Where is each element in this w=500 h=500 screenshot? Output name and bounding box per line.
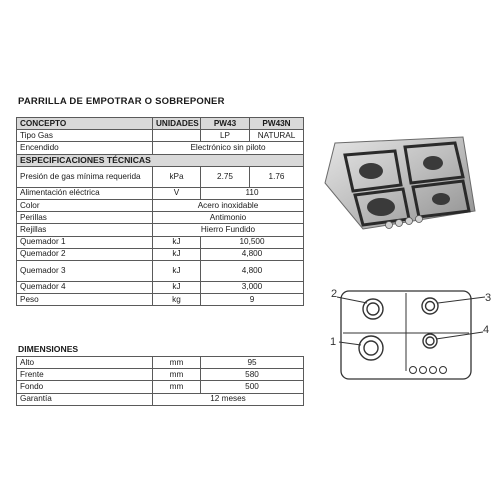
row-label: Alimentación eléctrica — [17, 187, 153, 199]
cooktop-photo — [323, 133, 478, 233]
row-value: 95 — [201, 357, 304, 369]
row-unit: kPa — [153, 166, 201, 187]
table-row — [17, 357, 304, 369]
row-label: Color — [17, 199, 153, 211]
header-pw43n: PW43N — [250, 118, 304, 130]
row-value: 500 — [201, 381, 304, 393]
table-row — [17, 236, 304, 248]
row-unit: kJ — [153, 281, 201, 293]
row-unit: kJ — [153, 236, 201, 248]
diagram-label-3: 3 — [485, 292, 492, 304]
row-label: Presión de gas mínima requerida — [17, 166, 153, 187]
row-value: 10,500 — [201, 236, 304, 248]
header-unidades: UNIDADES — [153, 118, 201, 130]
header-concepto: CONCEPTO — [17, 118, 153, 130]
row-label: Garantía — [17, 393, 153, 405]
table-row — [17, 199, 304, 211]
table-row — [17, 224, 304, 236]
row-label: Quemador 2 — [17, 248, 153, 260]
row-value: Electrónico sin piloto — [153, 142, 304, 154]
row-value: Antimonio — [153, 212, 304, 224]
table-row — [17, 369, 304, 381]
diagram-label-1: 1 — [330, 336, 337, 348]
dimensions-title: DIMENSIONES — [18, 344, 79, 354]
row-label: Quemador 1 — [17, 236, 153, 248]
row-value-pw43: LP — [201, 130, 250, 142]
row-unit: kJ — [153, 248, 201, 260]
diagram-label-4: 4 — [483, 324, 490, 336]
row-unit — [153, 130, 201, 142]
row-label: Alto — [17, 357, 153, 369]
row-value: 4,800 — [201, 260, 304, 281]
row-value: Hierro Fundido — [153, 224, 304, 236]
table-row — [17, 212, 304, 224]
table-row — [17, 166, 304, 187]
row-unit: kJ — [153, 260, 201, 281]
spec-table — [16, 117, 304, 306]
diagram-label-2: 2 — [331, 288, 338, 300]
row-value: 4,800 — [201, 248, 304, 260]
row-unit: mm — [153, 357, 201, 369]
table-row — [17, 187, 304, 199]
burner-diagram — [323, 285, 493, 385]
row-value-pw43n: NATURAL — [250, 130, 304, 142]
row-value: 580 — [201, 369, 304, 381]
section-header — [17, 154, 304, 166]
table-row — [17, 393, 304, 405]
table-row — [17, 142, 304, 154]
row-value-pw43n: 1.76 — [250, 166, 304, 187]
table-row — [17, 130, 304, 142]
row-label: Frente — [17, 369, 153, 381]
row-value-pw43: 2.75 — [201, 166, 250, 187]
row-label: Rejillas — [17, 224, 153, 236]
row-value: Acero inoxidable — [153, 199, 304, 211]
row-value: 9 — [201, 294, 304, 306]
header-pw43: PW43 — [201, 118, 250, 130]
table-row — [17, 260, 304, 281]
spec-table-header — [17, 118, 304, 130]
table-row — [17, 381, 304, 393]
row-label: Encendido — [17, 142, 153, 154]
row-unit: V — [153, 187, 201, 199]
page-title: PARRILLA DE EMPOTRAR O SOBREPONER — [18, 96, 225, 107]
row-label: Fondo — [17, 381, 153, 393]
table-row — [17, 294, 304, 306]
table-row — [17, 281, 304, 293]
row-label: Tipo Gas — [17, 130, 153, 142]
section-title: ESPECIFICACIONES TÉCNICAS — [17, 154, 304, 166]
row-value: 110 — [201, 187, 304, 199]
row-label: Perillas — [17, 212, 153, 224]
row-unit: mm — [153, 381, 201, 393]
row-label: Quemador 4 — [17, 281, 153, 293]
row-label: Peso — [17, 294, 153, 306]
row-label: Quemador 3 — [17, 260, 153, 281]
dimensions-table — [16, 356, 304, 406]
row-unit: mm — [153, 369, 201, 381]
row-value: 3,000 — [201, 281, 304, 293]
row-unit: kg — [153, 294, 201, 306]
table-row — [17, 248, 304, 260]
row-value: 12 meses — [153, 393, 304, 405]
